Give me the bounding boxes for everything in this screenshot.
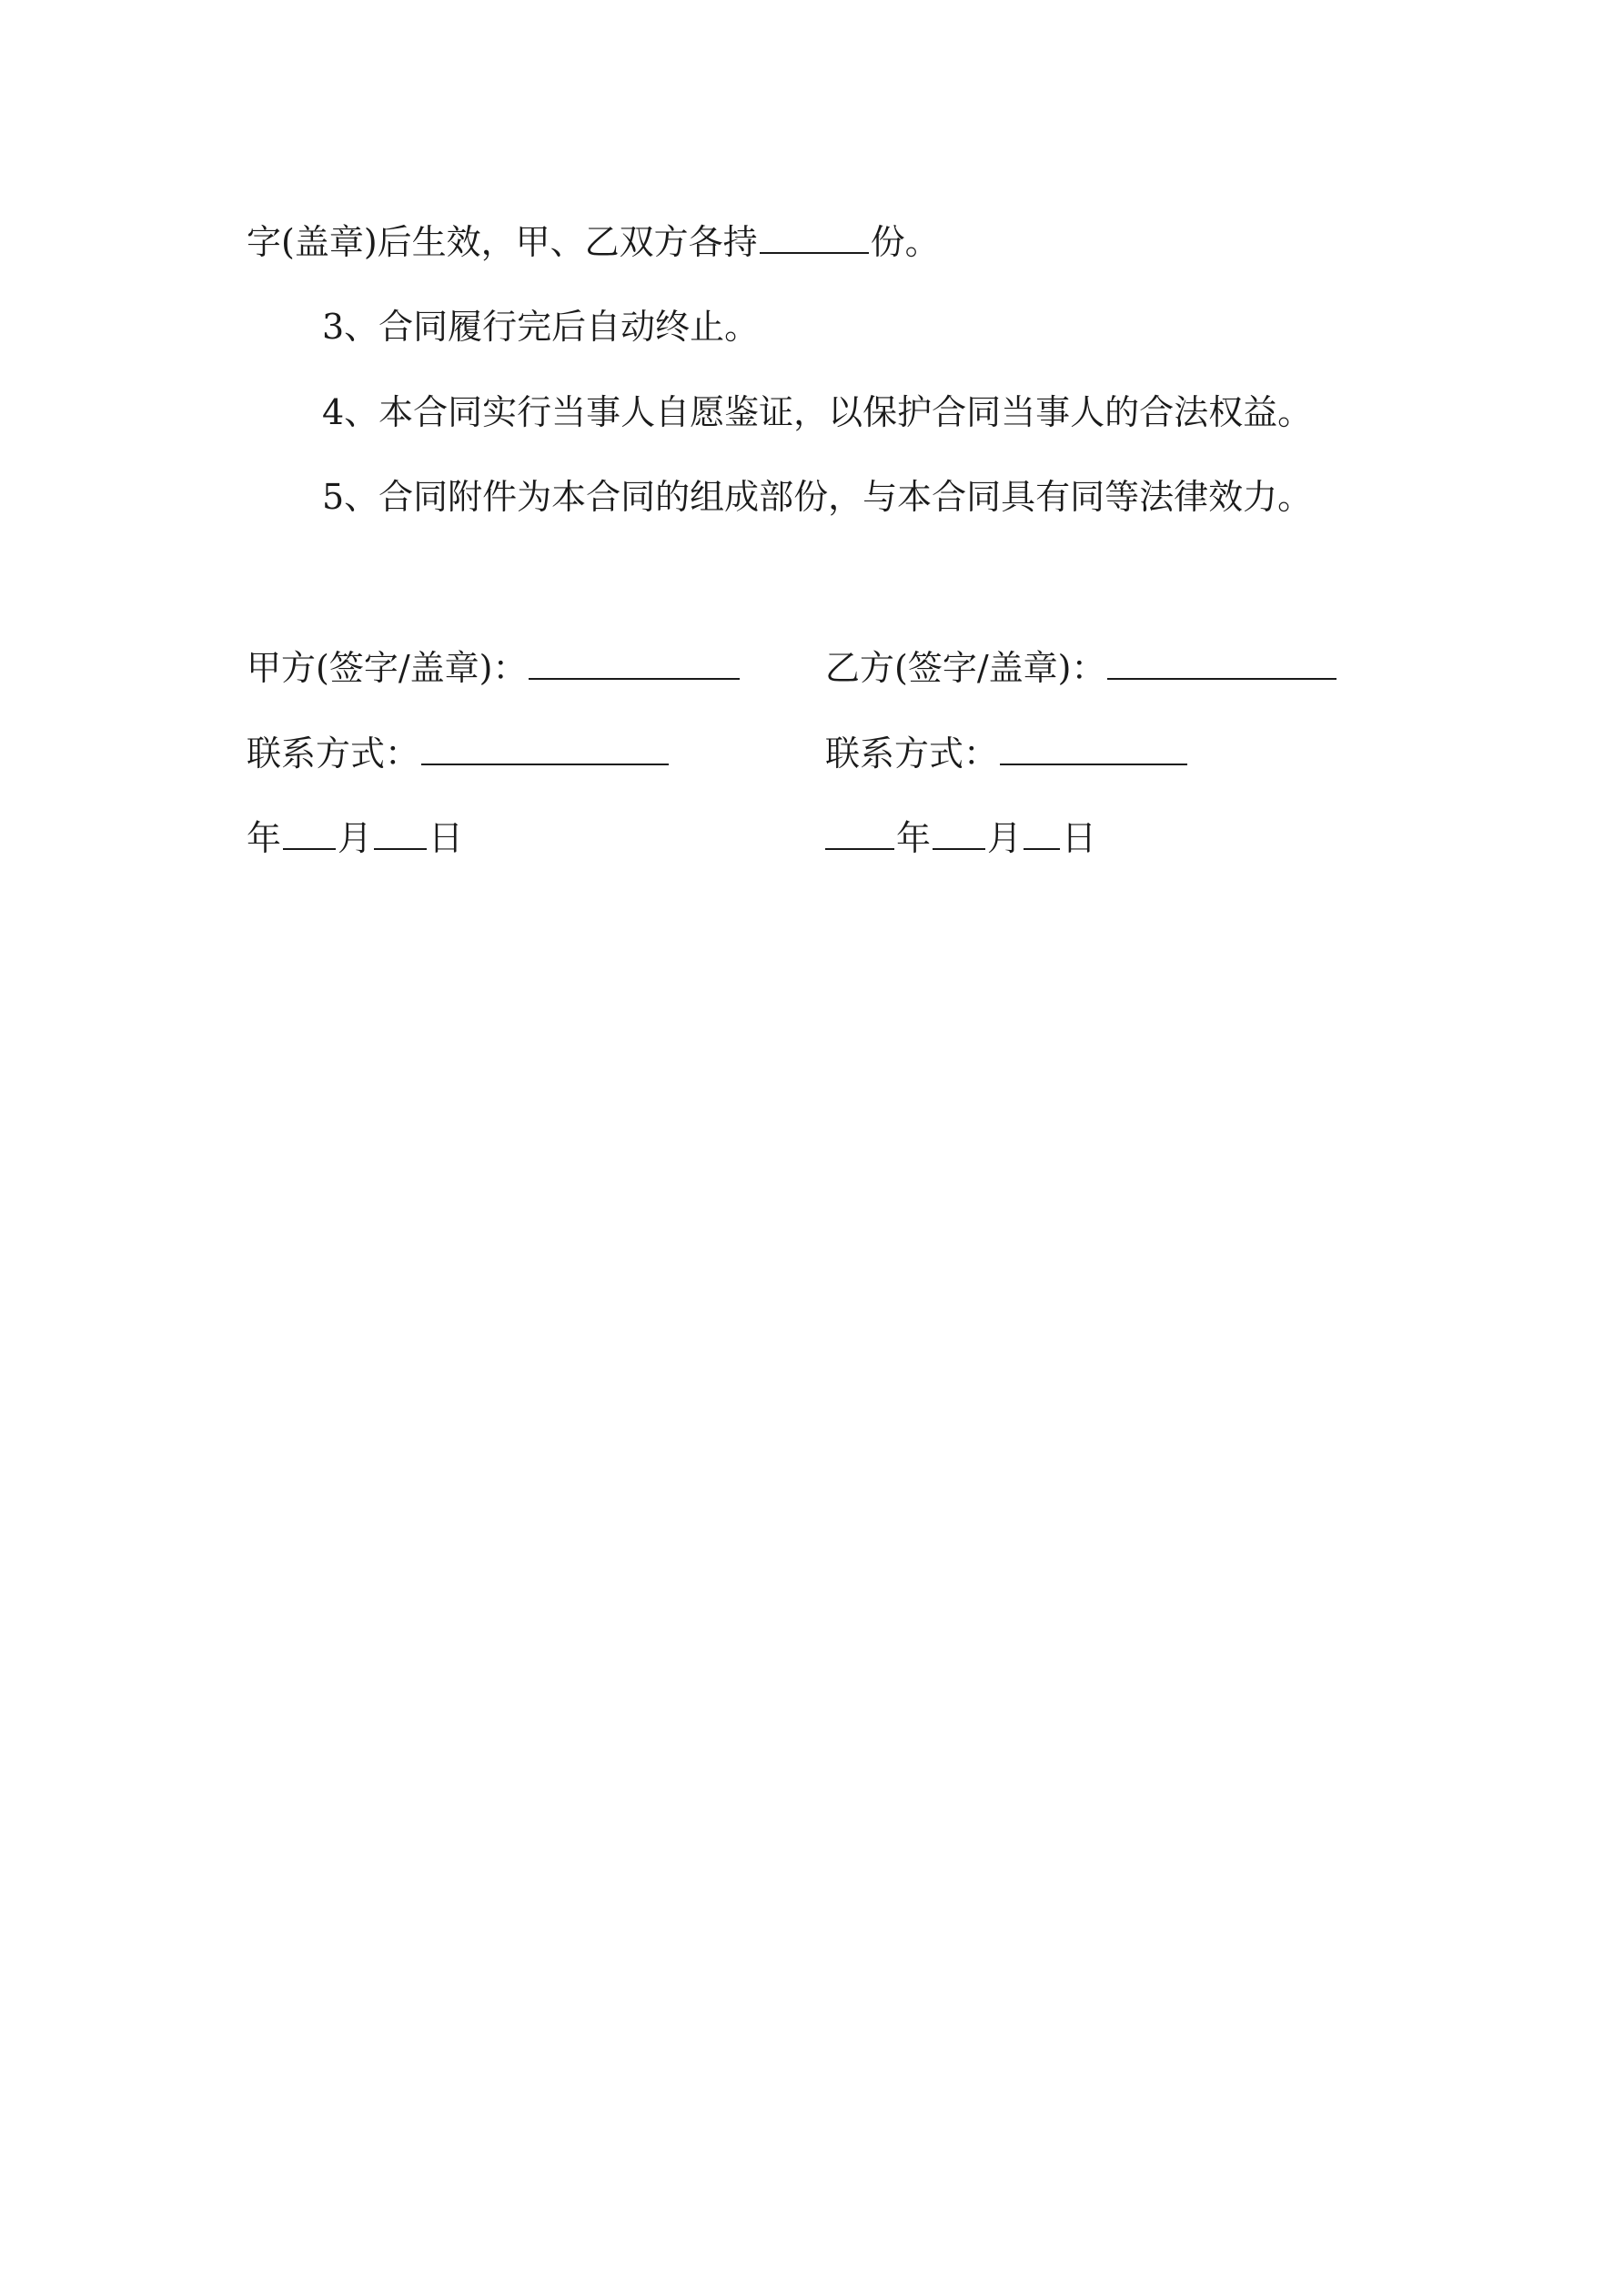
party-b-day-blank[interactable] [1024,817,1060,850]
copies-clause-suffix: 份。 [870,222,940,262]
party-b-contact-blank[interactable] [1000,733,1187,765]
party-a-day-label: 日 [429,818,464,858]
clause-item-5: 5、合同附件为本合同的组成部份，与本合同具有同等法律效力。 [322,477,1313,517]
party-a-sign-label: 甲方(签字/盖章)： [247,648,528,688]
party-b-year-label: 年 [896,818,932,858]
party-b-month-blank[interactable] [933,817,985,850]
party-b-sign-blank[interactable] [1107,647,1337,680]
copies-clause [247,221,940,263]
clause-item-3: 3、合同履行完后自动终止。 [322,307,760,347]
party-b-contact-row [825,733,1189,774]
party-a-day-blank[interactable] [374,817,427,850]
party-a-sign-row [247,647,741,689]
party-b-month-label: 月 [987,818,1023,858]
clause-item-4: 4、本合同实行当事人自愿鉴证，以保护合同当事人的合法权益。 [322,392,1313,432]
party-a-year-label: 年 [247,818,282,858]
party-a-contact-label: 联系方式： [247,733,420,774]
party-b-date-row [825,817,1096,859]
party-a-month-blank[interactable] [283,817,336,850]
party-b-sign-label: 乙方(签字/盖章)： [825,648,1106,688]
party-b-year-blank[interactable] [825,817,894,850]
party-b-contact-label: 联系方式： [825,733,999,774]
party-a-sign-blank[interactable] [529,647,740,680]
party-a-date-row [247,817,463,859]
party-a-month-label: 月 [338,818,373,858]
party-a-contact-blank[interactable] [421,733,669,765]
copies-count-blank[interactable] [760,221,869,254]
copies-clause-text: 字(盖章)后生效，甲、乙双方各持 [247,222,758,262]
party-b-sign-row [825,647,1338,689]
party-b-day-label: 日 [1062,818,1097,858]
party-a-contact-row [247,733,671,774]
